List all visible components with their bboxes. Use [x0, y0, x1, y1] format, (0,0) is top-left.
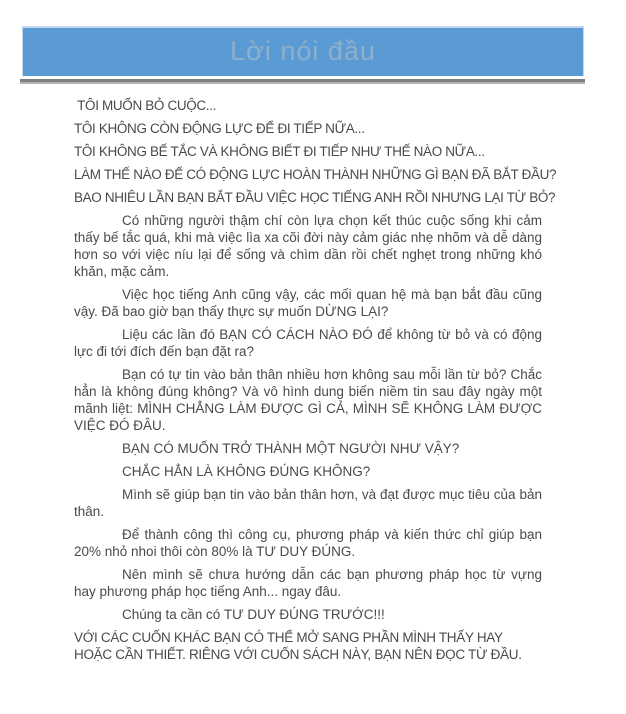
intro-line: TÔI MUỐN BỎ CUỘC...	[74, 98, 217, 113]
body-paragraphs	[74, 212, 542, 663]
body-paragraph: Mình sẽ giúp bạn tin vào bản thân hơn, và đạt được mục tiêu của bản thân.	[74, 487, 542, 519]
body-paragraph: CHẮC HẲN LÀ KHÔNG ĐÚNG KHÔNG?	[122, 464, 371, 479]
body-paragraph: Việc học tiếng Anh cũng vậy, các mối quan hệ mà bạn bắt đầu cũng vậy. Đã bao giờ bạn thấy thực sự muốn DỪNG LẠI?	[74, 287, 542, 319]
intro-line: TÔI KHÔNG BẾ TẮC VÀ KHÔNG BIẾT ĐI TIẾP NHƯ THẾ NÀO NỮA...	[74, 144, 485, 159]
intro-line: TÔI KHÔNG CÒN ĐỘNG LỰC ĐỂ ĐI TIẾP NỮA...	[74, 121, 365, 136]
header-divider	[20, 79, 585, 84]
body-paragraph: Bạn có tự tin vào bản thân nhiều hơn không sau mỗi lần từ bỏ? Chắc hẳn là không đúng không? Và vô hình dung biến niềm tin sau đây ngày một mãnh liệt: MÌNH CHẲNG LÀM ĐƯỢC GÌ CẢ, MÌNH SẼ KHÔNG LÀM ĐƯỢC VIỆC ĐÓ ĐÂU.	[74, 367, 542, 433]
intro-statements	[74, 97, 557, 206]
body-paragraph: Chúng ta cần có TƯ DUY ĐÚNG TRƯỚC!!!	[122, 607, 385, 622]
chapter-header-banner	[22, 26, 584, 76]
document-body	[74, 97, 557, 663]
body-paragraph: Để thành công thì công cụ, phương pháp và kiến thức chỉ giúp bạn 20% nhỏ nhoi thôi còn 80% là TƯ DUY ĐÚNG.	[74, 527, 542, 559]
page-title: Lời nói đầu	[230, 36, 376, 66]
body-paragraph: BẠN CÓ MUỐN TRỞ THÀNH MỘT NGƯỜI NHƯ VẬY?	[122, 441, 460, 456]
body-paragraph: VỚI CÁC CUỐN KHÁC BẠN CÓ THỂ MỞ SANG PHẦN MÌNH THẤY HAY HOẶC CẦN THIẾT. RIÊNG VỚI CUỐN SÁCH NÀY, BẠN NÊN ĐỌC TỪ ĐẦU.	[74, 630, 522, 662]
body-paragraph: Nên mình sẽ chưa hướng dẫn các bạn phương pháp học từ vựng hay phương pháp học tiếng Anh... ngay đâu.	[74, 567, 542, 599]
intro-line: LÀM THẾ NÀO ĐỂ CÓ ĐỘNG LỰC HOÀN THÀNH NHỮNG GÌ BẠN ĐÃ BẮT ĐẦU?	[74, 167, 557, 182]
body-paragraph: Liệu các lần đó BẠN CÓ CÁCH NÀO ĐÓ để không từ bỏ và có động lực đi tới đích đến bạn đặt ra?	[74, 327, 542, 359]
document-page	[0, 26, 626, 714]
intro-line: BAO NHIÊU LẦN BẠN BẮT ĐẦU VIỆC HỌC TIẾNG ANH RỒI NHƯNG LẠI TỪ BỎ?	[74, 190, 556, 205]
body-paragraph: Có những người thậm chí còn lựa chọn kết thúc cuộc sống khi cảm thấy bế tắc quá, khi mà việc lìa xa cõi đời này cảm giác nhẹ nhõm và dễ dàng hơn so với việc níu lại để sống và chìm dần rồi chết nghẹt trong những khó khăn, mặc cảm.	[74, 213, 542, 279]
